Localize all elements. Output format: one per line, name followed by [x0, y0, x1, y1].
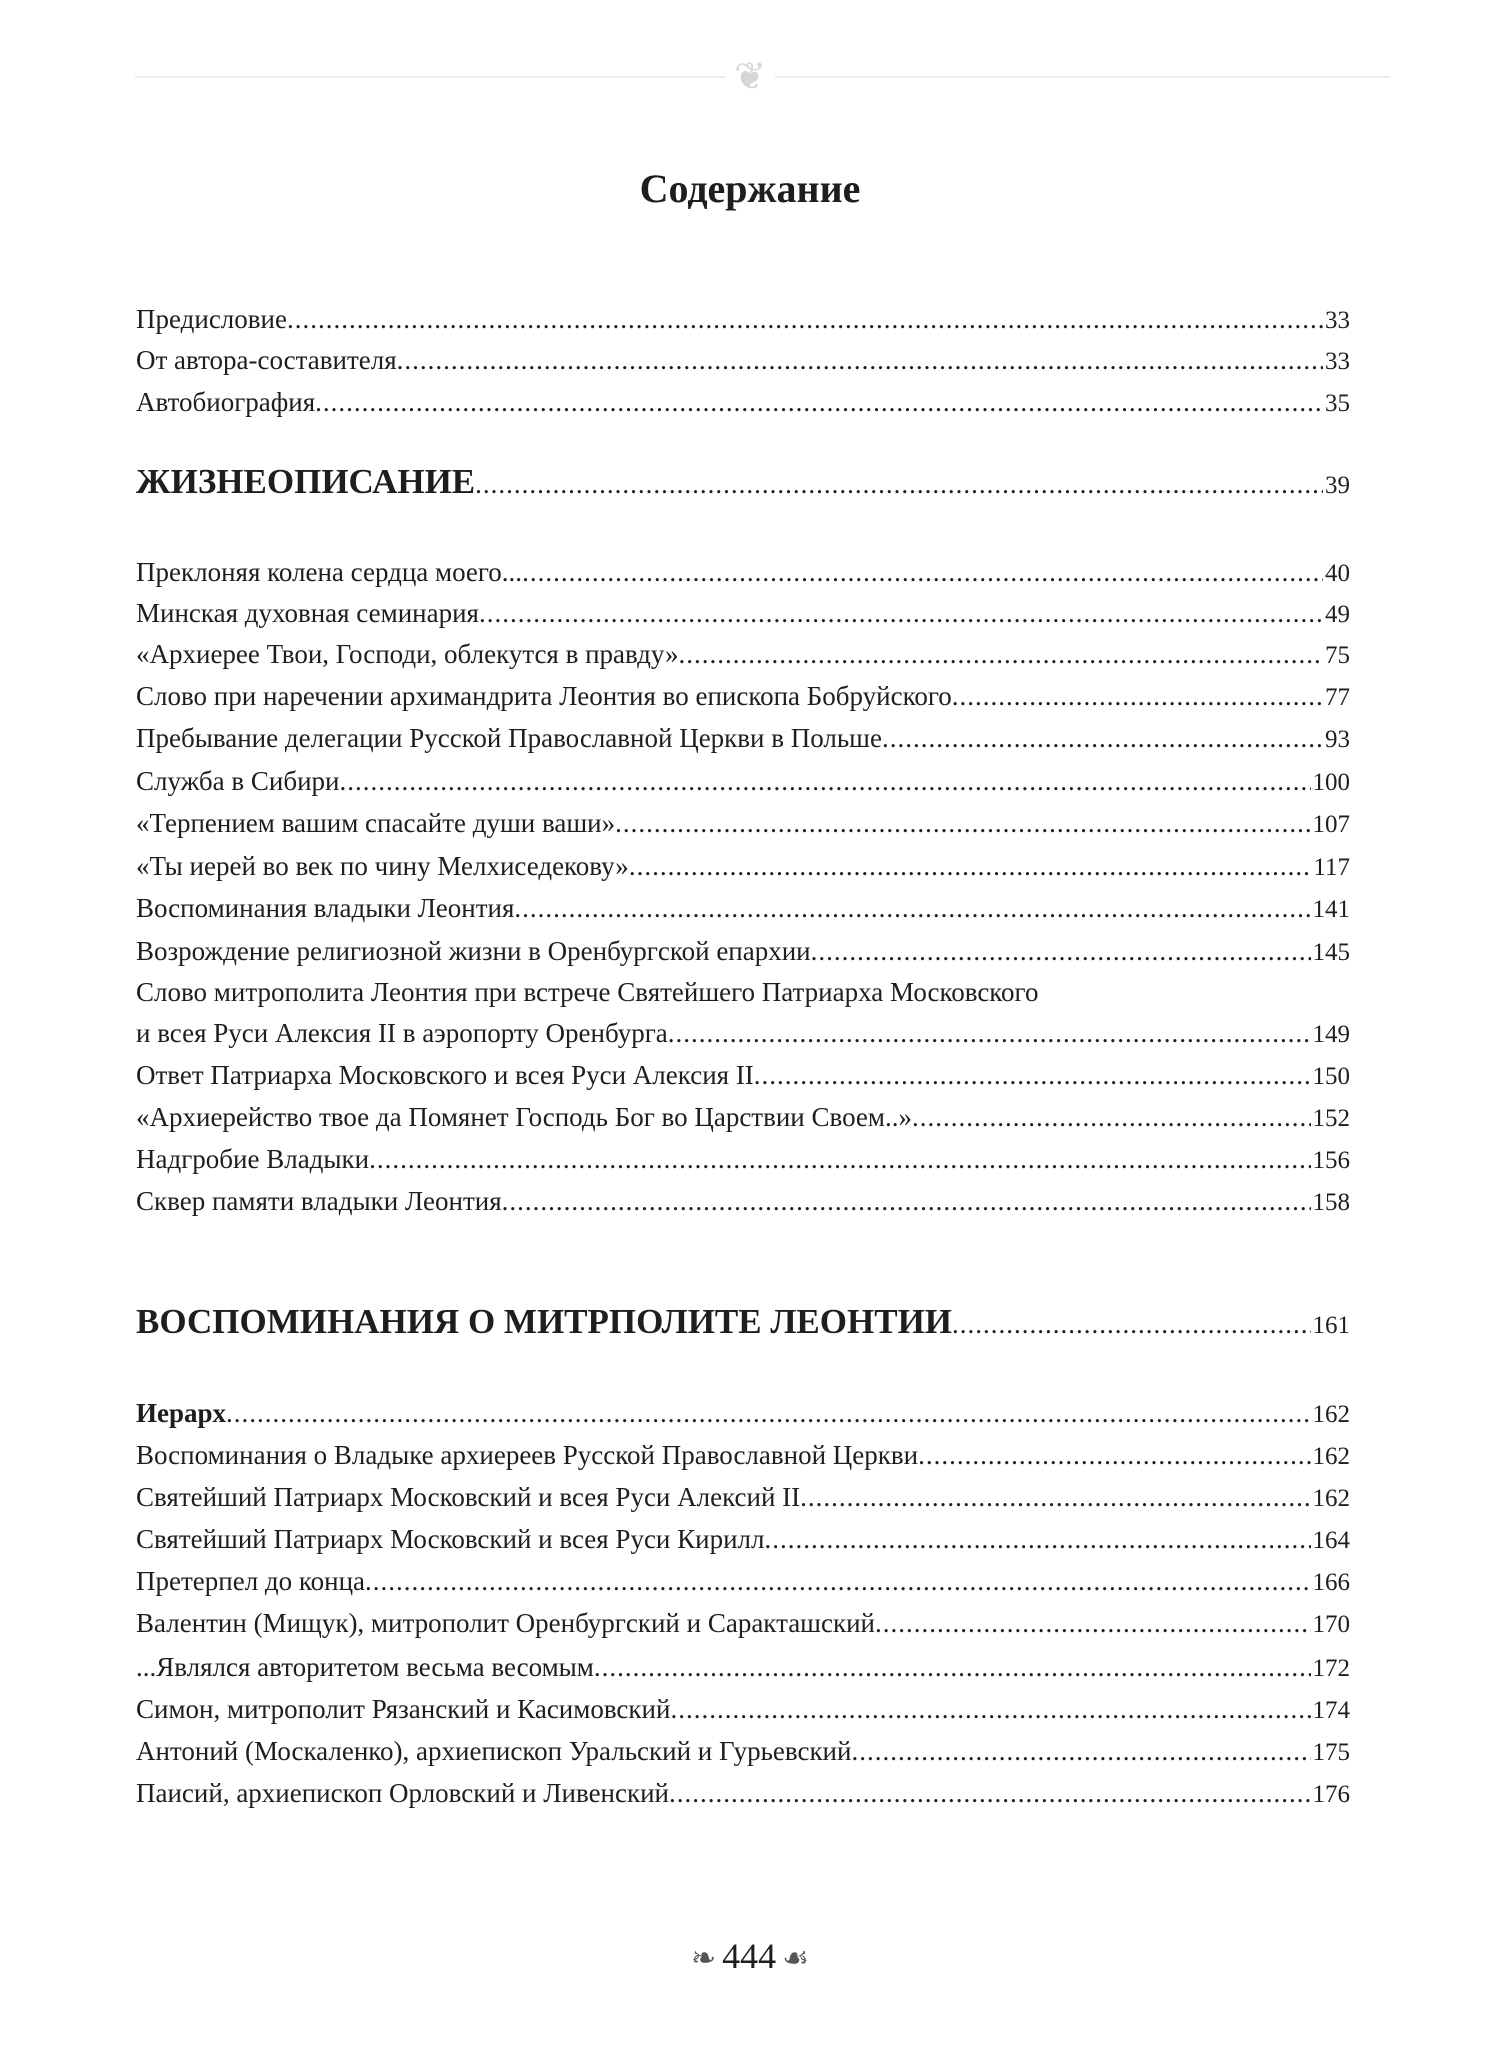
toc-leader [918, 1438, 1310, 1472]
toc-entry-title: «Терпением вашим спасайте души ваши» [136, 808, 616, 838]
toc-entry-page: 172 [1312, 1655, 1350, 1682]
toc-entry-page: 161 [1312, 1312, 1350, 1339]
toc-leader [479, 596, 1323, 630]
toc-entry-title: Претерпел до конца [136, 1566, 366, 1596]
toc-entry-page: 107 [1312, 811, 1350, 838]
toc-leader [952, 1302, 1310, 1346]
toc-leader [397, 343, 1323, 377]
toc-entry-page: 49 [1325, 601, 1350, 628]
toc-entry [136, 1016, 1350, 1050]
toc-entry [136, 1776, 1350, 1810]
toc-entry-page: 176 [1312, 1781, 1350, 1808]
toc-entry-page: 33 [1325, 307, 1350, 334]
toc-entry-page: 156 [1312, 1147, 1350, 1174]
toc-entry [136, 1058, 1350, 1092]
toc-entry-title: Предисловие [136, 304, 287, 334]
toc-entry [136, 1100, 1350, 1134]
toc-entry-page: 150 [1312, 1063, 1350, 1090]
toc-entry-title: Преклоняя колена сердца моего... [136, 557, 523, 587]
toc-entry [136, 1522, 1350, 1556]
toc-entry-title: и всея Руси Алексия II в аэропорту Оренбурга [136, 1018, 668, 1048]
toc-entry-title: ...Являлся авторитетом весьма весомым [136, 1652, 594, 1682]
toc-entry-page: 175 [1312, 1739, 1350, 1766]
toc-entry-title: Валентин (Мищук), митрополит Оренбургский и Саракташский [136, 1608, 875, 1638]
toc-entry [136, 806, 1350, 840]
toc-section-heading [136, 1300, 1350, 1344]
toc-entry-title: Надгробие Владыки [136, 1144, 370, 1174]
toc-entry-title: Слово при наречении архимандрита Леонтия во епископа Бобруйского [136, 681, 952, 711]
toc-entry-page: 162 [1312, 1443, 1350, 1470]
toc-entry-page: 162 [1312, 1401, 1350, 1428]
toc-entry-title: ЖИЗНЕОПИСАНИЕ [136, 462, 476, 501]
toc-entry [136, 1396, 1350, 1430]
toc-entry-title: Автобиография [136, 387, 316, 417]
toc-entry-page: 166 [1312, 1569, 1350, 1596]
page-footer [0, 1935, 1500, 1977]
toc-leader [670, 1692, 1310, 1726]
toc-entry-page: 75 [1325, 642, 1350, 669]
toc-entry-title: Антоний (Москаленко), архиепископ Уральский и Гурьевский [136, 1736, 852, 1766]
toc-entry-page: 93 [1325, 726, 1350, 753]
toc-entry [136, 596, 1350, 630]
toc-entry [136, 1184, 1350, 1218]
toc-entry-title: Иерарх [136, 1398, 227, 1428]
toc-entry [136, 1692, 1350, 1726]
toc-entry [136, 764, 1350, 798]
toc-entry-page: 141 [1312, 896, 1350, 923]
toc-leader [514, 891, 1310, 925]
toc-entry [136, 343, 1350, 377]
toc-leader [669, 1776, 1311, 1810]
toc-leader [754, 1058, 1311, 1092]
footer-ornament-right-icon: ☙ [782, 1942, 810, 1975]
toc-leader [365, 1564, 1310, 1598]
toc-leader [475, 462, 1323, 506]
toc-entry [136, 1438, 1350, 1472]
toc-leader [764, 1522, 1310, 1556]
toc-entry-page: 145 [1312, 939, 1350, 966]
toc-entry-title: Служба в Сибири [136, 766, 340, 796]
toc-entry-page: 158 [1312, 1189, 1350, 1216]
toc-entry [136, 934, 1350, 968]
toc-entry [136, 679, 1350, 713]
toc-entry-title: Симон, митрополит Рязанский и Касимовский [136, 1694, 671, 1724]
page-number: 444 [722, 1936, 777, 1976]
toc-entry-page: 170 [1312, 1611, 1350, 1638]
toc-entry-title: Святейший Патриарх Московский и всея Руси Алексий II [136, 1482, 801, 1512]
toc-entry-title: «Архиерее Твои, Господи, облекутся в правду» [136, 639, 679, 669]
toc-leader [369, 1142, 1310, 1176]
toc-leader [875, 1606, 1311, 1640]
toc-leader [882, 721, 1323, 755]
toc-entry-page: 77 [1325, 684, 1350, 711]
toc-entry-title: Слово митрополита Леонтия при встрече Святейшего Патриарха Московского [136, 977, 1039, 1007]
toc-entry-title: «Ты иерей во век по чину Мелхиседекову» [136, 851, 629, 881]
toc-entry-page: 149 [1312, 1021, 1350, 1048]
toc-leader [502, 1184, 1311, 1218]
toc-entry [136, 721, 1350, 755]
toc-leader [851, 1734, 1310, 1768]
toc-entry [136, 555, 1350, 589]
toc-entry-title: Ответ Патриарха Московского и всея Руси Алексия II [136, 1060, 754, 1090]
toc-entry [136, 975, 1350, 1009]
toc-leader [679, 637, 1323, 671]
toc-leader [287, 302, 1323, 336]
toc-entry-page: 164 [1312, 1527, 1350, 1554]
toc-entry-page: 33 [1325, 348, 1350, 375]
toc-leader [340, 764, 1311, 798]
toc-entry-title: Сквер памяти владыки Леонтия [136, 1186, 502, 1216]
toc-leader [811, 934, 1311, 968]
toc-entry-title: Минская духовная семинария [136, 598, 479, 628]
footer-ornament-left-icon: ❧ [690, 1942, 717, 1975]
toc-leader [594, 1650, 1311, 1684]
toc-entry [136, 637, 1350, 671]
toc-entry-page: 117 [1313, 854, 1350, 881]
toc-entry-title: Пребывание делегации Русской Православной Церкви в Польше [136, 723, 882, 753]
toc-entry-page: 40 [1325, 560, 1350, 587]
toc-entry [136, 302, 1350, 336]
toc-leader [800, 1480, 1310, 1514]
toc-entry-title: Святейший Патриарх Московский и всея Руси Кирилл [136, 1524, 765, 1554]
toc-leader [912, 1100, 1311, 1134]
toc-entry-page: 39 [1325, 472, 1350, 499]
page-title: Содержание [639, 166, 861, 211]
toc-entry-title: От автора-составителя [136, 345, 397, 375]
toc-leader [226, 1396, 1310, 1430]
toc-leader [668, 1016, 1311, 1050]
header-ornament-icon: ❦ [725, 52, 775, 102]
toc-entry-page: 35 [1325, 390, 1350, 417]
toc-leader [615, 806, 1310, 840]
toc-entry-page: 162 [1312, 1485, 1350, 1512]
toc-entry [136, 1480, 1350, 1514]
toc-entry [136, 891, 1350, 925]
toc-entry [136, 385, 1350, 419]
toc-entry [136, 1606, 1350, 1640]
toc-leader [315, 385, 1323, 419]
toc-entry-page: 152 [1312, 1105, 1350, 1132]
toc-entry [136, 1650, 1350, 1684]
toc-entry [136, 1734, 1350, 1768]
toc-section-heading [136, 460, 1350, 504]
toc-leader [952, 679, 1323, 713]
toc-entry-title: Воспоминания владыки Леонтия [136, 893, 515, 923]
toc-entry [136, 1142, 1350, 1176]
toc-entry-title: Воспоминания о Владыке архиереев Русской Православной Церкви [136, 1440, 919, 1470]
toc-entry-title: Паисий, архиепископ Орловский и Ливенский [136, 1778, 669, 1808]
toc-entry-title: Возрождение религиозной жизни в Оренбургской епархии [136, 936, 811, 966]
toc-entry-page: 100 [1312, 769, 1350, 796]
toc-leader [629, 849, 1312, 883]
toc-leader [522, 555, 1323, 589]
toc-entry [136, 849, 1350, 883]
toc-entry-title: «Архиерейство твое да Помянет Господь Бог во Царствии Своем..» [136, 1102, 912, 1132]
toc-entry-page: 174 [1312, 1697, 1350, 1724]
toc-entry-title: ВОСПОМИНАНИЯ О МИТРПОЛИТЕ ЛЕОНТИИ [136, 1302, 953, 1341]
toc-entry [136, 1564, 1350, 1598]
